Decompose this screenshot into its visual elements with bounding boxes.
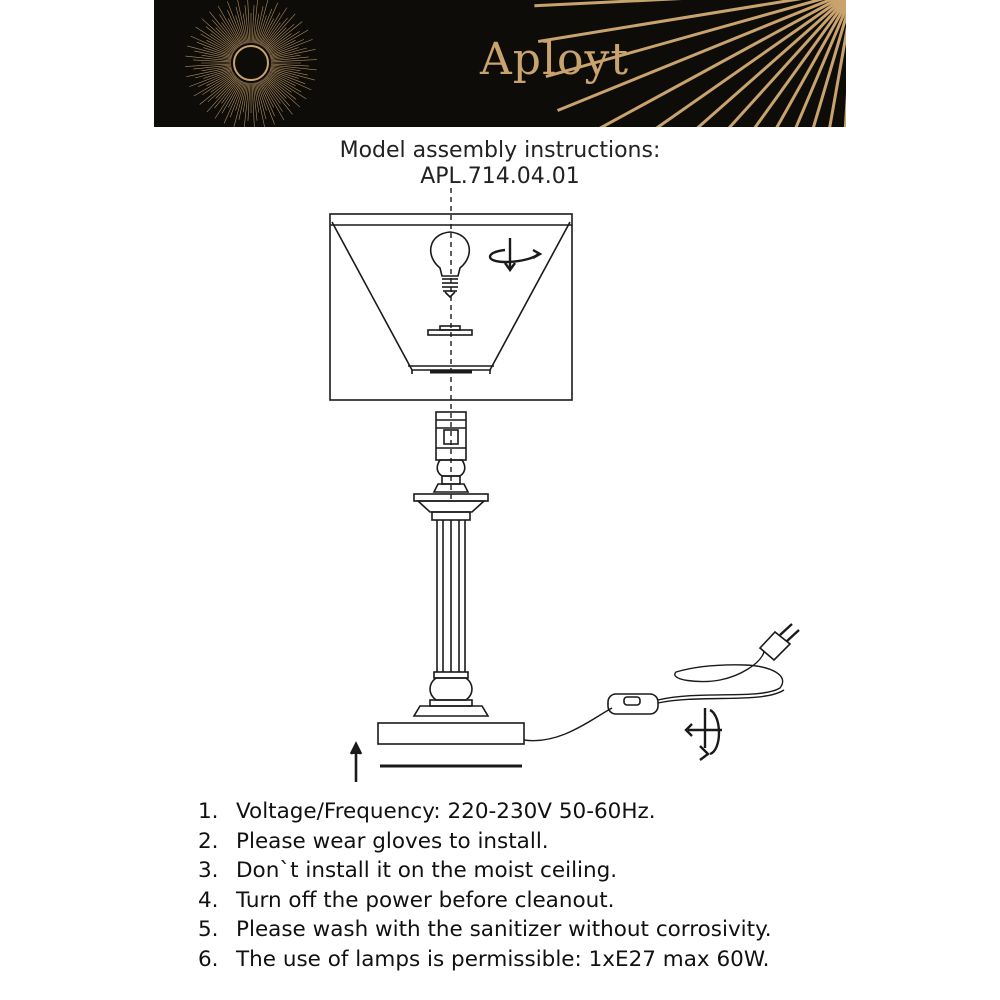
power-cord [524,652,784,741]
up-arrow-icon [351,744,361,782]
instructions-list [198,797,772,974]
brand-name: Aployt [480,34,630,85]
rotate-horizontal-icon [490,238,540,270]
list-item: 6. The use of lamps is permissible: 1xE27 max 60W. [198,946,770,972]
list-item: 2. Please wear gloves to install. [198,828,549,854]
list-item: 4. Turn off the power before cleanout. [198,887,615,913]
shade-holder-ring [428,326,472,335]
lamp-column [430,512,472,706]
list-item: 3. Don`t install it on the moist ceiling. [198,858,618,883]
rotate-vertical-icon [686,708,722,760]
cord-switch-icon [608,694,658,714]
lamp-base [378,706,524,766]
plug-icon [760,624,799,660]
light-bulb-icon [431,232,470,297]
doc-title: Model assembly instructions: [339,138,661,163]
list-item: 5. Please wash with the sanitizer without corrosivity. [198,917,772,942]
model-number: APL.714.04.01 [420,164,580,189]
list-item: 1. Voltage/Frequency: 220-230V 50-60Hz. [198,799,656,824]
